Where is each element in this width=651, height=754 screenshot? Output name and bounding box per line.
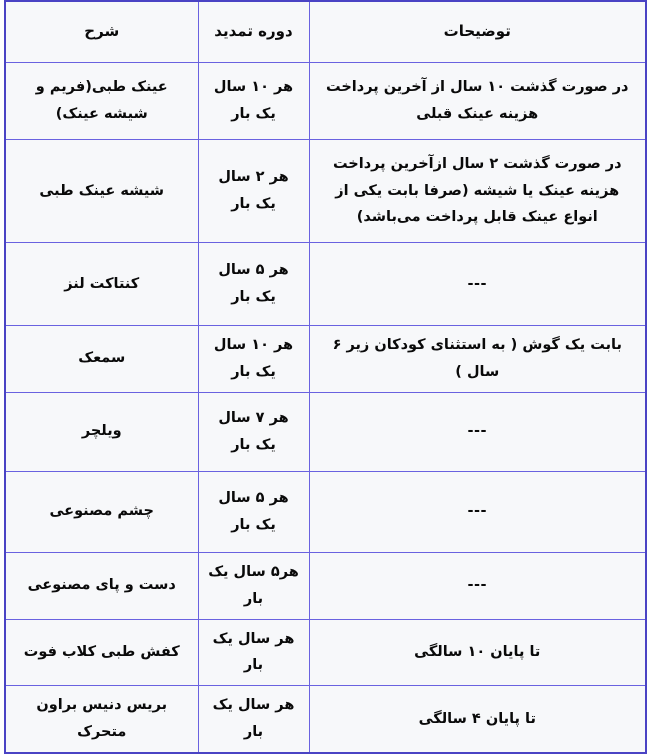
- cell-notes: در صورت گذشت ۲ سال ازآخرین پرداخت هزینه عینک یا شیشه (صرفا بابت یکی از انواع عینک قابل پرداخت می‌باشد): [309, 140, 646, 243]
- cell-notes: ---: [309, 243, 646, 326]
- cell-notes: بابت یک گوش ( به استثنای کودکان زیر ۶ سال ): [309, 326, 646, 393]
- column-header-period: دوره تمدید: [198, 1, 309, 63]
- table-row: [5, 140, 646, 243]
- cell-title: دست و پای مصنوعی: [5, 552, 198, 619]
- cell-title: شیشه عینک طبی: [5, 140, 198, 243]
- cell-notes: ---: [309, 392, 646, 471]
- cell-period: هر ۱۰ سال یک بار: [198, 63, 309, 140]
- column-header-title: شرح: [5, 1, 198, 63]
- table-header: [5, 1, 646, 63]
- cell-title: بریس دنیس براون متحرک: [5, 686, 198, 753]
- table-row: [5, 619, 646, 686]
- table-row: [5, 243, 646, 326]
- table-body: [5, 63, 646, 753]
- cell-title: سمعک: [5, 326, 198, 393]
- cell-period: هر۵ سال یک بار: [198, 552, 309, 619]
- cell-notes: ---: [309, 552, 646, 619]
- table-row: [5, 686, 646, 753]
- table-header-row: [5, 1, 646, 63]
- table-row: [5, 552, 646, 619]
- cell-title: عینک طبی(فریم و شیشه عینک): [5, 63, 198, 140]
- cell-period: هر ۵ سال یک بار: [198, 471, 309, 552]
- cell-notes: تا پایان ۴ سالگی: [309, 686, 646, 753]
- cell-title: چشم مصنوعی: [5, 471, 198, 552]
- cell-title: کفش طبی کلاب فوت: [5, 619, 198, 686]
- cell-period: هر ۲ سال یک بار: [198, 140, 309, 243]
- cell-period: هر سال یک بار: [198, 686, 309, 753]
- table-row: [5, 471, 646, 552]
- cell-notes: در صورت گذشت ۱۰ سال از آخرین پرداخت هزینه عینک قبلی: [309, 63, 646, 140]
- cell-period: هر ۷ سال یک بار: [198, 392, 309, 471]
- cell-notes: تا پایان ۱۰ سالگی: [309, 619, 646, 686]
- table-row: [5, 326, 646, 393]
- benefits-renewal-table: [4, 0, 647, 754]
- cell-title: کنتاکت لنز: [5, 243, 198, 326]
- cell-notes: ---: [309, 471, 646, 552]
- cell-period: هر ۱۰ سال یک بار: [198, 326, 309, 393]
- table-row: [5, 63, 646, 140]
- cell-title: ویلچر: [5, 392, 198, 471]
- table-row: [5, 392, 646, 471]
- cell-period: هر ۵ سال یک بار: [198, 243, 309, 326]
- cell-period: هر سال یک بار: [198, 619, 309, 686]
- column-header-notes: توضیحات: [309, 1, 646, 63]
